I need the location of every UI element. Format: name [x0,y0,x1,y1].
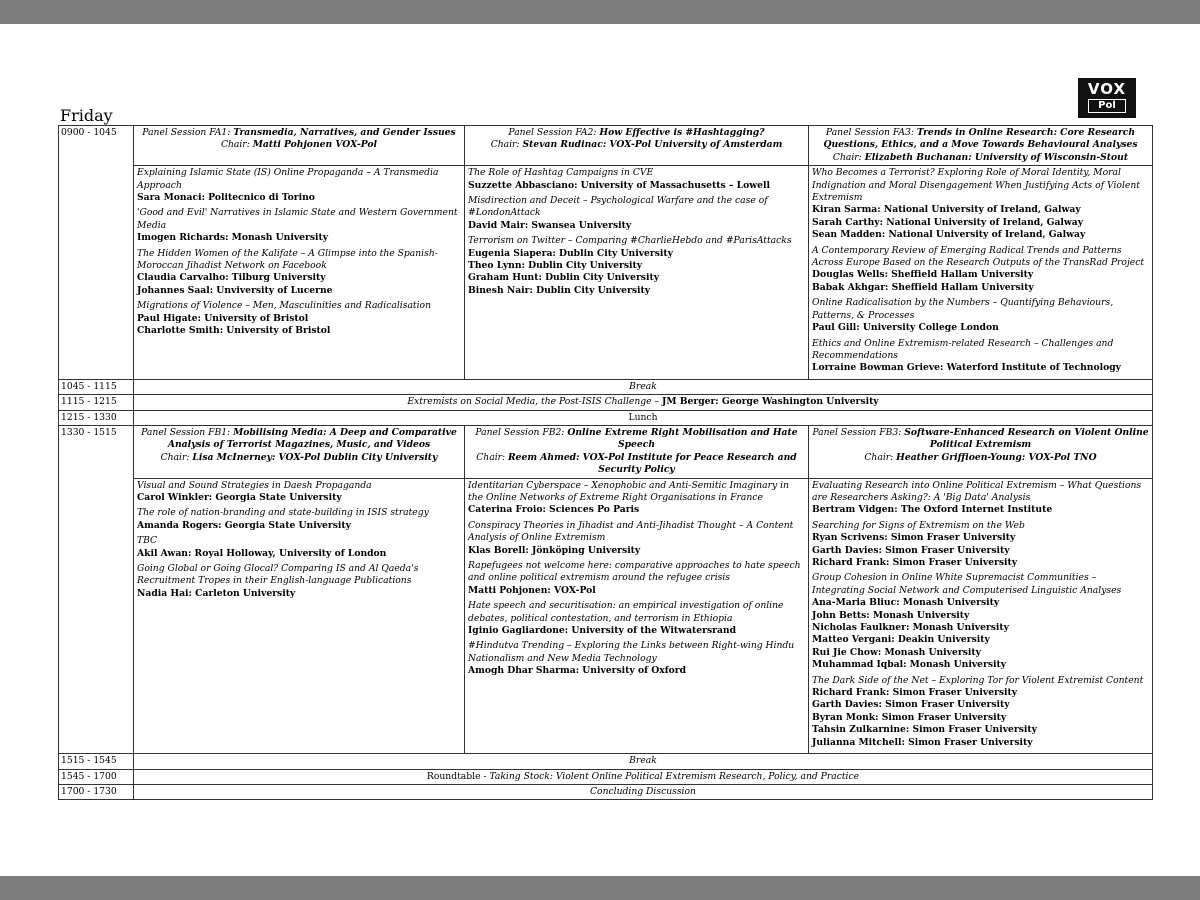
presentation-title: TBC [137,535,158,547]
presentation [812,297,1149,334]
presentation [468,195,805,232]
presentation [137,248,461,298]
presentation-title: 'Good and Evil' Narratives in Islamic State and Western Government Media [137,207,458,231]
presentations-fa2 [465,166,809,380]
presentation [812,338,1149,375]
presentation-title: Searching for Signs of Extremism on the Web [812,519,1025,531]
presentation-title: #Hindutva Trending – Exploring the Links between Right-wing Hindu Nationalism and New Media Technology [468,640,795,664]
presentation [468,520,805,557]
presentation-title: Explaining Islamic State (IS) Online Propaganda – A Transmedia Approach [137,167,439,191]
presentation [137,300,461,337]
time-cell: 1700 - 1730 [59,784,134,799]
speaker: Byran Monk: Simon Fraser University [812,711,1007,723]
time-cell: 1515 - 1545 [59,754,134,769]
panel-header-fa1: Panel Session FA1: Transmedia, Narratives, and Gender Issues Chair: Matti Pohjonen VOX-Pol [134,126,465,166]
table-row [59,126,1153,166]
presentation-title: The Dark Side of the Net – Exploring Tor for Violent Extremist Content [812,674,1144,686]
presentation [468,600,805,637]
presentation [137,563,461,600]
presentation [812,572,1149,671]
speaker: Kiran Sarma: National University of Ireland, Galway [812,204,1081,216]
panel-header-fa2: Panel Session FA2: How Effective is #Hashtagging? Chair: Stevan Rudinac: VOX-Pol University of Amsterdam [465,126,809,166]
concluding-cell: Concluding Discussion [134,784,1153,799]
presentations-fb2 [465,478,809,754]
presentation [812,520,1149,570]
speaker: Matteo Vergani: Deakin University [812,634,990,646]
presentation [468,235,805,297]
speaker: Caterina Froio: Sciences Po Paris [468,504,640,516]
table-row [59,784,1153,799]
presentations-fa3 [809,166,1153,380]
presentation [812,167,1149,241]
presentation-title: Identitarian Cyberspace – Xenophobic and Anti-Semitic Imaginary in the Online Networks of Extreme Right Organisations in France [468,479,789,503]
presentation [468,640,805,677]
time-cell: 1115 - 1215 [59,395,134,410]
speaker: Douglas Wells: Sheffield Hallam University [812,269,1034,281]
speaker: Suzzette Abbasciano: University of Massachusetts – Lowell [468,179,770,191]
presentation-title: Visual and Sound Strategies in Daesh Propaganda [137,479,372,491]
presentation-title: A Contemporary Review of Emerging Radical Trends and Patterns Across Europe Based on the Research Outputs of the TransRad Project [812,244,1145,269]
speaker: Lorraine Bowman Grieve: Waterford Institute of Technology [812,362,1121,374]
table-row [59,425,1153,478]
presentation-title: The Role of Hashtag Campaigns in CVE [468,167,654,179]
speaker: Imogen Richards: Monash University [137,232,329,244]
roundtable-cell: Roundtable - Taking Stock: Violent Online Political Extremism Research, Policy, and Practice [134,769,1153,784]
time-cell: 1215 - 1330 [59,410,134,425]
speaker: Nadia Hai: Carleton University [137,587,296,599]
speaker: Tahsin Zulkarnine: Simon Fraser University [812,724,1037,736]
panel-header-fb2: Panel Session FB2: Online Extreme Right Mobilisation and Hate Speech Chair: Reem Ahmed: VOX-Pol Institute for Peace Research and Security Policy [465,425,809,478]
speaker: Binesh Nair: Dublin City University [468,284,651,296]
speaker: Charlotte Smith: University of Bristol [137,325,331,337]
speaker: Graham Hunt: Dublin City University [468,272,660,284]
presentation [812,480,1149,517]
presentation-title: The Hidden Women of the Kalifate – A Glimpse into the Spanish-Moroccan Jihadist Network on Facebook [137,247,438,272]
presentation-title: Misdirection and Deceit – Psychological Warfare and the case of #LondonAttack [468,195,768,219]
time-cell: 0900 - 1045 [59,126,134,380]
speaker: Richard Frank: Simon Fraser University [812,557,1018,568]
speaker: David Mair: Swansea University [468,219,632,231]
presentation-title: Online Radicalisation by the Numbers – Quantifying Behaviours, Patterns, & Processes [812,297,1114,321]
speaker: Bertram Vidgen: The Oxford Internet Institute [812,504,1053,516]
break-cell: Break [134,379,1153,394]
panel-header-fa3: Panel Session FA3: Trends in Online Research: Core Research Questions, Ethics, and a Move Towards Behavioural Analyses Chair: Elizabeth Buchanan: University of Wisconsin-Stout [809,126,1153,166]
speaker: Carol Winkler: Georgia State University [137,491,342,503]
presentations-fb3 [809,478,1153,754]
time-cell: 1545 - 1700 [59,769,134,784]
speaker: John Betts: Monash University [812,609,970,621]
speaker: Iginio Gagliardone: University of the Witwatersrand [468,625,737,637]
speaker: Claudia Carvalho: Tilburg University [137,272,326,284]
presentation-title: Hate speech and securitisation: an empirical investigation of online debates, political contestation, and terrorism in Ethiopia [468,600,784,624]
presentation [137,507,461,532]
table-row [59,379,1153,394]
speaker: Matti Pohjonen: VOX-Pol [468,584,596,596]
presentation [468,167,805,192]
vox-pol-logo: VOX Pol [1078,78,1136,118]
speaker: Richard Frank: Simon Fraser University [812,687,1018,699]
presentation [812,675,1149,749]
presentation [468,480,805,517]
time-cell: 1330 - 1515 [59,425,134,753]
presentation-title: Going Global or Going Glocal? Comparing IS and Al Qaeda's Recruitment Tropes in their English-language Publications [137,563,419,587]
speaker: Rui Jie Chow: Monash University [812,646,981,658]
lunch-cell: Lunch [134,410,1153,425]
speaker: Johannes Saal: Unviversity of Lucerne [137,284,333,296]
presentation [137,535,461,560]
speaker: Julianna Mitchell: Simon Fraser University [812,736,1033,748]
speaker: Paul Gill: University College London [812,322,999,334]
speaker: Nicholas Faulkner: Monash University [812,622,1010,634]
presentation-title: Who Becomes a Terrorist? Exploring Role of Moral Identity, Moral Indignation and Moral Disengagement When Justifying Acts of Violent Extremism [812,167,1140,204]
presentation [137,480,461,505]
presentation-title: Rapefugees not welcome here: comparative approaches to hate speech and online political extremism around the refugee crisis [468,560,801,584]
speaker: Ana-Maria Bliuc: Monash University [812,597,1000,609]
presentation [812,245,1149,295]
speaker: Garth Davies: Simon Fraser University [812,544,1010,556]
panel-header-fb1: Panel Session FB1: Mobilising Media: A Deep and Comparative Analysis of Terrorist Magazines, Music, and Videos Chair: Lisa McInerney: VOX-Pol Dublin City University [134,425,465,478]
speaker: Eugenia Siapera: Dublin City University [468,247,673,259]
presentation-title: Group Cohesion in Online White Supremacist Communities – Integrating Social Network and Computerised Linguistic Analyses [812,572,1122,596]
panel-header-fb3: Panel Session FB3: Software-Enhanced Research on Violent Online Political Extremism Chair: Heather Griffioen-Young: VOX-Pol TNO [809,425,1153,478]
table-row [59,478,1153,754]
day-heading: Friday [60,106,113,125]
top-bar [0,0,1200,24]
presentation-title: Ethics and Online Extremism-related Research – Challenges and Recommendations [812,337,1114,361]
table-row [59,769,1153,784]
presentation-title: The role of nation-branding and state-building in ISIS strategy [137,507,429,519]
presentations-fb1 [134,478,465,754]
speaker: Sara Monaci: Politecnico di Torino [137,192,315,204]
table-row [59,395,1153,410]
speaker: Paul Higate: University of Bristol [137,312,309,324]
presentation-title: Evaluating Research into Online Political Extremism – What Questions are Researchers Asking?: A 'Big Data' Analysis [812,479,1142,503]
speaker: Garth Davies: Simon Fraser University [812,699,1010,711]
speaker: Amanda Rogers: Georgia State University [137,519,351,531]
speaker: Sarah Carthy: National University of Ireland, Galway [812,216,1084,228]
presentation [137,167,461,204]
speaker: Klas Borell: Jönköping University [468,544,641,556]
presentation-title: Terrorism on Twitter – Comparing #CharlieHebdo and #ParisAttacks [468,235,792,247]
table-row [59,410,1153,425]
keynote-cell: Extremists on Social Media, the Post-ISIS Challenge – JM Berger: George Washington University [134,395,1153,410]
speaker: Muhammad Iqbal: Monash University [812,659,1007,671]
speaker: Akil Awan: Royal Holloway, University of London [137,547,387,559]
presentation [468,560,805,597]
schedule-table [58,125,1153,800]
presentations-fa1 [134,166,465,380]
speaker: Babak Akhgar: Sheffield Hallam University [812,281,1034,293]
break-cell: Break [134,754,1153,769]
presentation-title: Conspiracy Theories in Jihadist and Anti-Jihadist Thought – A Content Analysis of Online Extremism [468,519,794,544]
speaker: Sean Madden: National University of Ireland, Galway [812,229,1086,241]
speaker: Theo Lynn: Dublin City University [468,260,643,272]
time-cell: 1045 - 1115 [59,379,134,394]
speaker: Ryan Scrivens: Simon Fraser University [812,532,1016,544]
table-row [59,754,1153,769]
speaker: Amogh Dhar Sharma: University of Oxford [468,665,687,677]
presentation-title: Migrations of Violence – Men, Masculinities and Radicalisation [137,300,432,312]
presentation [137,207,461,244]
table-row [59,166,1153,380]
